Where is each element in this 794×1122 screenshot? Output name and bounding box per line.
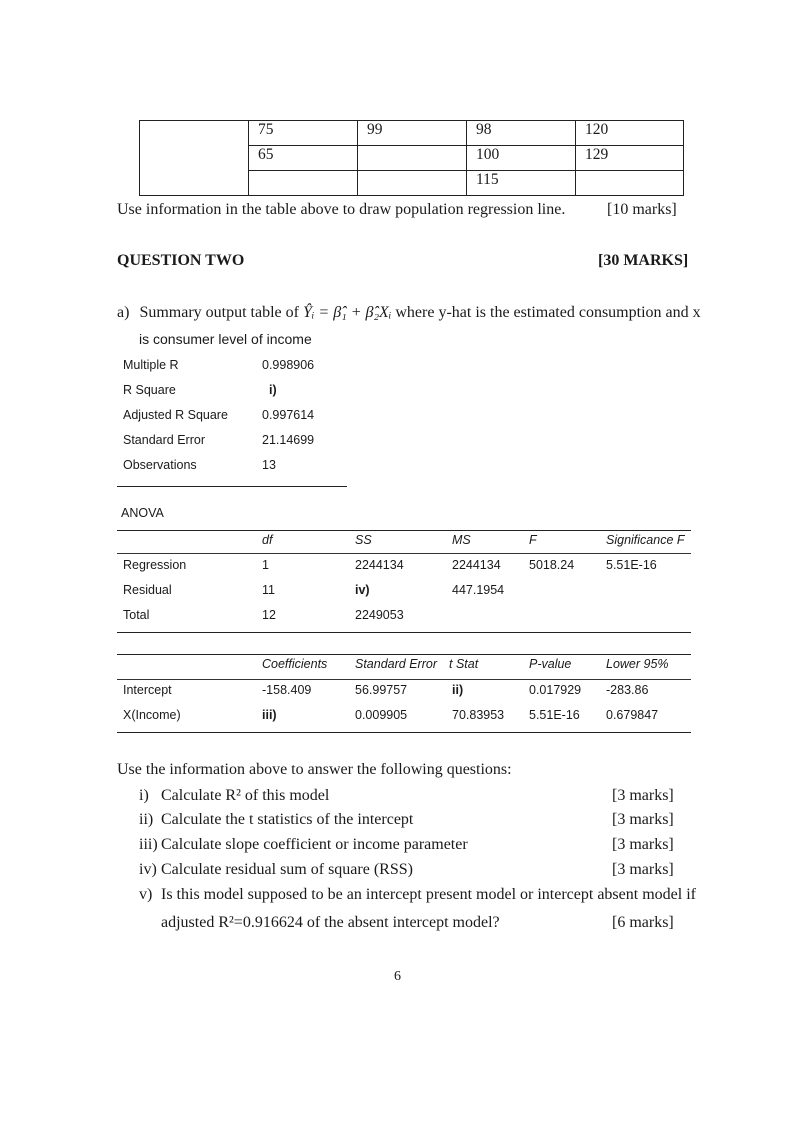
table-cell: 115: [467, 171, 576, 196]
stat-label: Multiple R: [123, 358, 179, 372]
table-cell: 5018.24: [529, 558, 575, 572]
table-cell: [249, 171, 358, 196]
column-header: F: [529, 533, 537, 547]
table-cell: 75: [249, 121, 358, 146]
question-text: Calculate residual sum of square (RSS): [161, 861, 413, 878]
column-header: MS: [452, 533, 471, 547]
table-cell: 5.51E-16: [606, 558, 657, 572]
table-cell: 98: [467, 121, 576, 146]
table-cell: Regression: [123, 558, 187, 572]
table-cell: 0.679847: [606, 708, 659, 722]
regression-equation: Ŷᵢ = β̂₁ + β̂₂Xᵢ: [302, 304, 392, 321]
divider: [117, 732, 691, 733]
table-cell: 70.83953: [452, 708, 505, 722]
question-marks: [30 MARKS]: [598, 252, 689, 269]
table-cell: 0.017929: [529, 683, 582, 697]
table-instruction: Use information in the table above to draw population regression line.: [117, 201, 566, 218]
table-cell: Intercept: [123, 683, 172, 697]
question-v-continuation: adjusted R²=0.916624 of the absent intercept model?: [161, 914, 500, 931]
stat-label: Standard Error: [123, 433, 205, 447]
table-cell: X(Income): [123, 708, 181, 722]
anova-title: ANOVA: [121, 506, 164, 520]
table-cell: 120: [576, 121, 684, 146]
questions-intro: Use the information above to answer the following questions:: [117, 761, 512, 778]
part-a-line2: is consumer level of income: [139, 331, 312, 347]
question-number: iii): [139, 836, 158, 853]
stat-value: 0.998906: [262, 358, 315, 372]
table-cell: [576, 171, 684, 196]
table-cell: 2249053: [355, 608, 404, 622]
question-marks: [3 marks]: [612, 811, 674, 828]
stat-label: R Square: [123, 383, 176, 397]
stat-value: 0.997614: [262, 408, 315, 422]
question-marks: [3 marks]: [612, 787, 674, 804]
question-text: Calculate R² of this model: [161, 787, 330, 804]
column-header: P-value: [529, 657, 572, 671]
column-header: df: [262, 533, 273, 547]
table-cell: 100: [467, 146, 576, 171]
divider: [117, 679, 691, 680]
column-header: SS: [355, 533, 372, 547]
question-marks: [3 marks]: [612, 836, 674, 853]
table-cell: [140, 121, 249, 196]
table-cell: [358, 171, 467, 196]
question-marks: [6 marks]: [612, 914, 674, 931]
part-a-text-before: Summary output table of: [139, 304, 299, 321]
table-cell: 447.1954: [452, 583, 505, 597]
column-header: t Stat: [449, 657, 479, 671]
stat-label: Adjusted R Square: [123, 408, 228, 422]
column-header: Significance F: [606, 533, 685, 547]
column-header: Lower 95%: [606, 657, 669, 671]
table-cell: 56.99757: [355, 683, 408, 697]
table-cell: 2244134: [452, 558, 501, 572]
table-cell: -158.409: [262, 683, 312, 697]
table-cell: 0.009905: [355, 708, 408, 722]
stat-value: i): [269, 383, 277, 397]
table-cell: 12: [262, 608, 276, 622]
table-cell: 2244134: [355, 558, 404, 572]
data-table: [139, 120, 684, 196]
table-cell: Total: [123, 608, 150, 622]
table-cell: -283.86: [606, 683, 649, 697]
table-cell: 65: [249, 146, 358, 171]
column-header: Standard Error: [355, 657, 437, 671]
part-a-label: a): [117, 304, 130, 321]
divider: [117, 654, 691, 655]
stat-label: Observations: [123, 458, 197, 472]
table-cell: 11: [262, 583, 275, 597]
table-row: [140, 121, 684, 146]
stat-value: 13: [262, 458, 276, 472]
table-cell: 99: [358, 121, 467, 146]
divider: [117, 486, 347, 487]
table-cell: iv): [355, 583, 370, 597]
question-text: Calculate slope coefficient or income parameter: [161, 836, 468, 853]
question-text: Calculate the t statistics of the intercept: [161, 811, 414, 828]
table-cell: [358, 146, 467, 171]
table-cell: Residual: [123, 583, 172, 597]
question-marks: [3 marks]: [612, 861, 674, 878]
question-title: QUESTION TWO: [117, 252, 245, 269]
page-number: 6: [394, 969, 401, 984]
table-cell: 1: [262, 558, 269, 572]
divider: [117, 632, 691, 633]
part-a-line1: [117, 304, 701, 322]
question-number: iv): [139, 861, 157, 878]
table-cell: 5.51E-16: [529, 708, 580, 722]
part-a-text-after: where y-hat is the estimated consumption and x: [395, 304, 701, 321]
table-cell: iii): [262, 708, 277, 722]
question-number: i): [139, 787, 149, 804]
stat-value: 21.14699: [262, 433, 315, 447]
divider: [117, 553, 691, 554]
question-text: Is this model supposed to be an intercept present model or intercept absent model if: [161, 886, 696, 903]
question-number: v): [139, 886, 153, 903]
column-header: Coefficients: [262, 657, 328, 671]
question-number: ii): [139, 811, 154, 828]
instruction-marks: [10 marks]: [607, 201, 677, 218]
divider: [117, 530, 691, 531]
table-cell: 129: [576, 146, 684, 171]
table-cell: ii): [452, 683, 464, 697]
